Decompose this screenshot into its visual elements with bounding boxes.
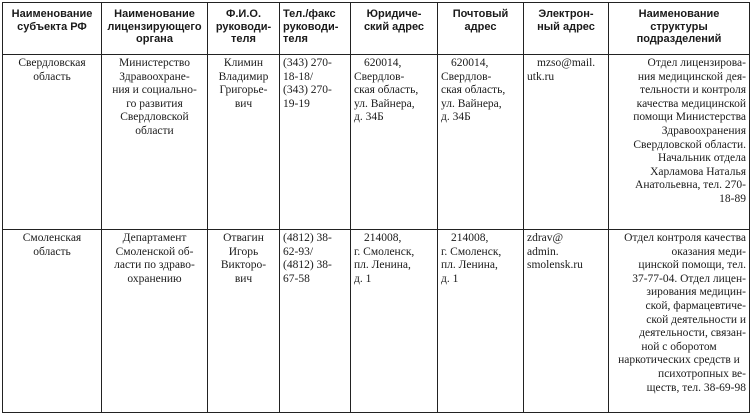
phone-cell: (4812) 38- 62-93/ (4812) 38- 67-58 (280, 230, 351, 413)
email-cell: zdrav@ admin. smolensk.ru (524, 230, 609, 413)
header-organ: Наименование лицензирующего органа (102, 3, 208, 55)
phone-cell: (343) 270- 18-18/ (343) 270- 19-19 (280, 55, 351, 230)
header-legal-address: Юридиче- ский адрес (351, 3, 438, 55)
header-row (3, 3, 750, 55)
structure-cell: Отдел лицензирова- ния медицинской дея- тельности и контроля качества медицинской помощи Министерства Здравоохранения Свердловской области. Начальник отдела Харламова Наталья Анатольевна, тел. 270- 18-89 (609, 55, 750, 230)
fio-cell: Отвагин Игорь Викторо- вич (208, 230, 280, 413)
table-row (3, 230, 750, 413)
legal-address-cell: 214008, г. Смоленск, пл. Ленина, д. 1 (351, 230, 438, 413)
table-row (3, 55, 750, 230)
legal-address-cell: 620014, Свердлов- ская область, ул. Вайнера, д. 34Б (351, 55, 438, 230)
fio-cell: Климин Владимир Григорье- вич (208, 55, 280, 230)
subject-cell: Свердловская область (3, 55, 102, 230)
email-cell: mzso@mail. utk.ru (524, 55, 609, 230)
organ-cell: Департамент Смоленской об- ласти по здраво- охранению (102, 230, 208, 413)
header-fio: Ф.И.О. руководи- теля (208, 3, 280, 55)
header-subject: Наименование субъекта РФ (3, 3, 102, 55)
header-postal-address: Почтовый адрес (438, 3, 524, 55)
header-email: Электрон- ный адрес (524, 3, 609, 55)
header-phone: Тел./факс руководи- теля (280, 3, 351, 55)
structure-cell: Отдел контроля качества оказания меди- цинской помощи, тел. 37-77-04. Отдел лицен- зирования медицин- ской, фармацевтиче- ской деятельности и деятельности, связан- ной с оборотом наркотических средств и психотропных ве- ществ, тел. 38-69-98 (609, 230, 750, 413)
organ-cell: Министерство Здравоохране- ния и социально- го развития Свердловской области (102, 55, 208, 230)
header-structure: Наименование структуры подразделений (609, 3, 750, 55)
postal-address-cell: 620014, Свердлов- ская область, ул. Вайнера, д. 34Б (438, 55, 524, 230)
postal-address-cell: 214008, г. Смоленск, пл. Ленина, д. 1 (438, 230, 524, 413)
license-authorities-table (2, 2, 750, 413)
subject-cell: Смоленская область (3, 230, 102, 413)
